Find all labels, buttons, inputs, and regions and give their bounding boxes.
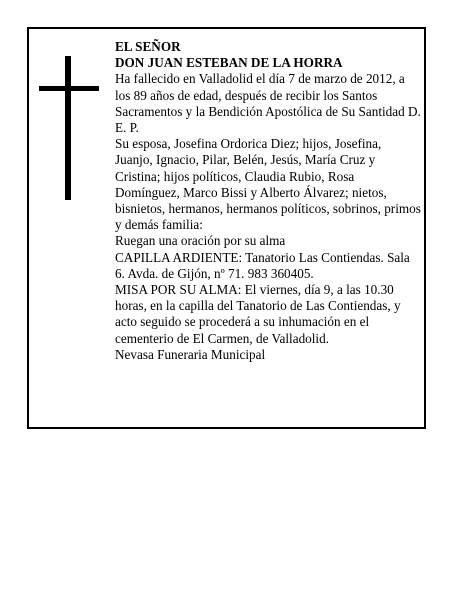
mass-details: MISA POR SU ALMA: El viernes, día 9, a las 10.30 horas, en la capilla del Tanatorio de Las Contiendas, y acto seguido se procederá a su inhumación en el cementerio de El Carmen, de Valladolid. [115,282,401,346]
prayer-request: Ruegan una oración por su alma [115,233,286,249]
latin-cross-icon [39,56,99,200]
chapel-details: CAPILLA ARDIENTE: Tanatorio Las Contiendas. Sala 6. Avda. de Gijón, nº 71. 983 360405. [115,249,410,281]
obituary-text [115,39,421,363]
obituary-title: EL SEÑOR [115,39,181,54]
deceased-name: DON JUAN ESTEBAN DE LA HORRA [115,55,343,71]
family-list: Su esposa, Josefina Ordorica Diez; hijos, Josefina, Juanjo, Ignacio, Pilar, Belén, Jesús, María Cruz y Cristina; hijos políticos, Claudia Rubio, Rosa Domínguez, Marco Bissi y Alberto Álvarez; nietos, bisnietos, hermanos, hermanos políticos, sobrinos, primos y demás familia: [115,136,421,233]
obituary-notice-frame [27,27,426,429]
funeral-home-name: Nevasa Funeraria Municipal [115,346,266,362]
death-announcement: Ha fallecido en Valladolid el día 7 de marzo de 2012, a los 89 años de edad, después de recibir los Santos Sacramentos y la Bendición Apostólica de Su Santidad D. E. P. [115,71,421,136]
cross-horizontal-bar [39,86,99,91]
cross-vertical-bar [65,56,71,200]
